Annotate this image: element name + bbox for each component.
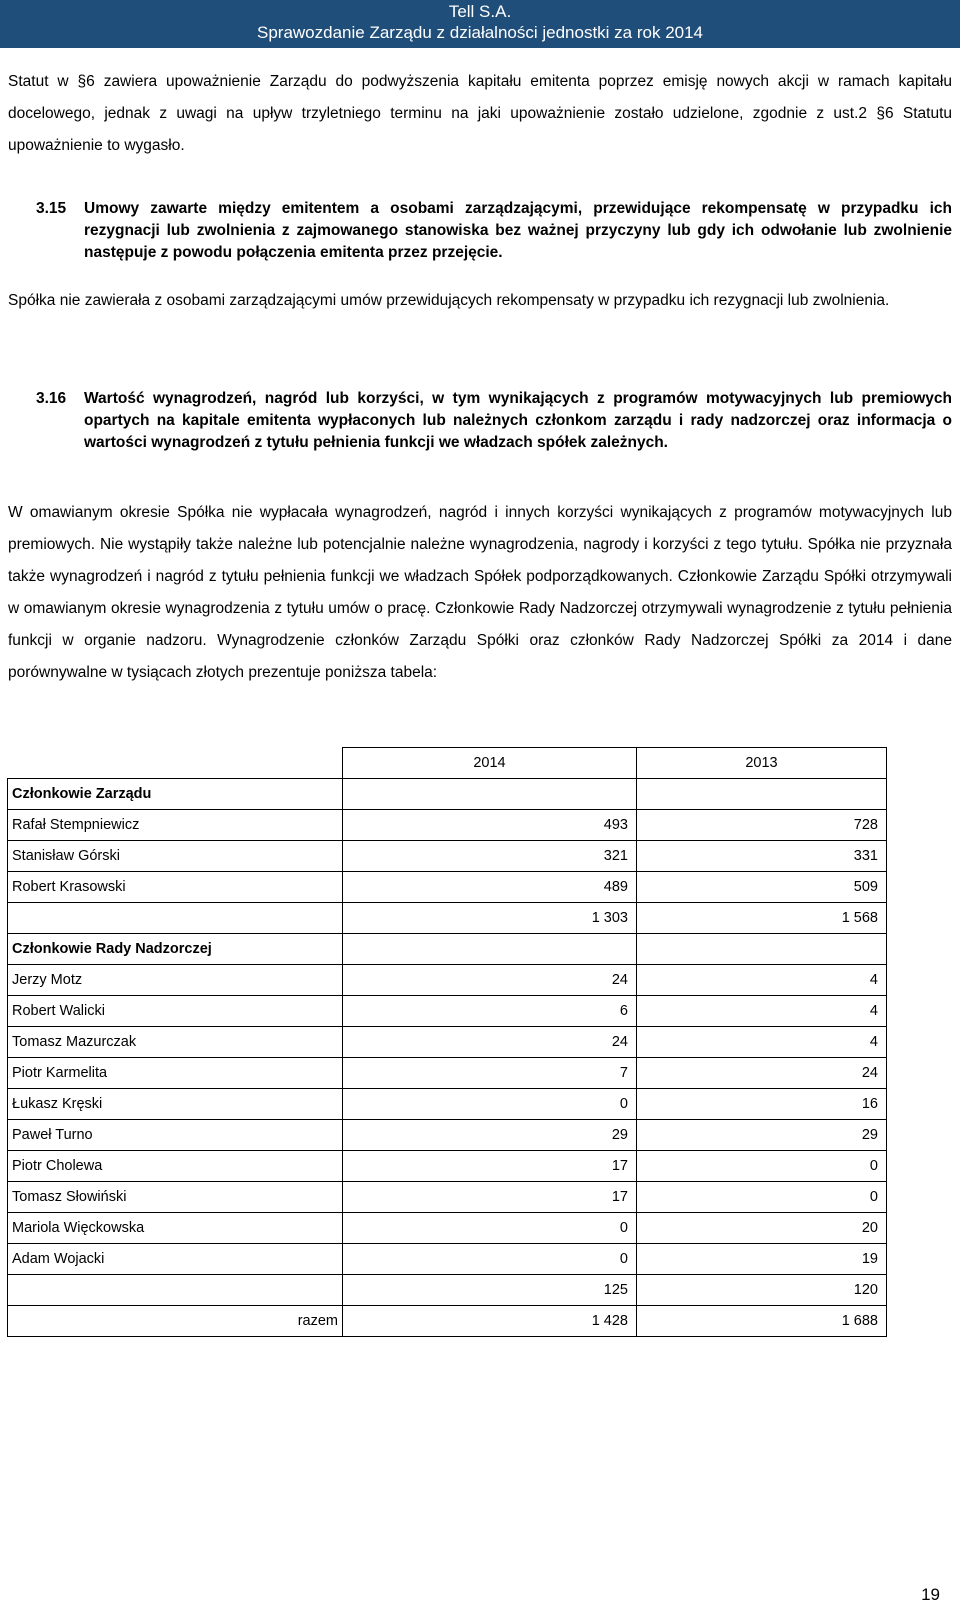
subtotal-2014: 125 [343, 1275, 637, 1306]
table-row [8, 1151, 887, 1182]
group-label-row [8, 779, 887, 810]
value-2013: 16 [637, 1089, 887, 1120]
section-number: 3.15 [36, 200, 67, 217]
section-3-16-heading [8, 388, 952, 454]
value-2013: 0 [637, 1182, 887, 1213]
subtotal-2014: 1 303 [343, 903, 637, 934]
section-number: 3.16 [36, 390, 67, 407]
group-label-row [8, 934, 887, 965]
section-3-15-heading [8, 198, 952, 264]
table-row [8, 1244, 887, 1275]
member-name: Piotr Karmelita [8, 1058, 343, 1089]
intro-paragraph: Statut w §6 zawiera upoważnienie Zarządu do podwyższenia kapitału emitenta poprzez emisję nowych akcji w ramach kapitału docelowego, jednak z uwagi na upływ trzyletniego terminu na jaki upoważnienie zostało udzielone, zgodnie z ust.2 §6 Statutu upoważnienie to wygasło. [8, 73, 952, 154]
value-2013: 4 [637, 1027, 887, 1058]
member-name: Robert Walicki [8, 996, 343, 1027]
member-name: Rafał Stempniewicz [8, 810, 343, 841]
section-title: Umowy zawarte między emitentem a osobami zarządzającymi, przewidujące rekompensatę w przypadku ich rezygnacji lub zwolnienia z zajmowanego stanowiska bez ważnej przyczyny lub gdy ich odwołanie lub zwolnienie następuje z powodu połączenia emitenta przez przejęcie. [84, 200, 952, 261]
total-label: razem [8, 1306, 343, 1337]
value-2013: 728 [637, 810, 887, 841]
section-3-16-body: W omawianym okresie Spółka nie wypłacała wynagrodzeń, nagród i innych korzyści wynikających z programów motywacyjnych lub premiowych. Nie wystąpiły także należne lub potencjalnie należne wynagrodzenia, nagrody i korzyści z tego tytułu. Spółka nie przyznała także wynagrodzeń i nagród z tytułu pełnienia funkcji we władzach Spółek podporządkowanych. Członkowie Zarządu Spółki otrzymywali w omawianym okresie wynagrodzenia z tytułu umów o pracę. Członkowie Rady Nadzorczej otrzymywali wynagrodzenie z tytułu pełnienia funkcji w organie nadzoru. Wynagrodzenie członków Zarządu Spółki oraz członków Rady Nadzorczej Spółki za 2014 i dane porównywalne w tysiącach złotych prezentuje poniższa tabela: [8, 504, 952, 681]
value-2013: 331 [637, 841, 887, 872]
value-2013: 509 [637, 872, 887, 903]
value-2013: 4 [637, 965, 887, 996]
empty-cell [8, 903, 343, 934]
group-label: Członkowie Rady Nadzorczej [8, 934, 343, 965]
empty-cell [637, 779, 887, 810]
value-2014: 29 [343, 1120, 637, 1151]
table-row [8, 841, 887, 872]
member-name: Tomasz Słowiński [8, 1182, 343, 1213]
table-row [8, 810, 887, 841]
value-2014: 24 [343, 1027, 637, 1058]
section-title: Wartość wynagrodzeń, nagród lub korzyści, w tym wynikających z programów motywacyjnych lub premiowych opartych na kapitale emitenta wypłaconych lub należnych członkom zarządu i rady nadzorczej oraz informacja o wartości wynagrodzeń z tytułu pełnienia funkcji we władzach spółek zależnych. [84, 390, 952, 451]
value-2014: 489 [343, 872, 637, 903]
value-2014: 0 [343, 1089, 637, 1120]
empty-cell [8, 1275, 343, 1306]
table-row [8, 1120, 887, 1151]
report-title: Sprawozdanie Zarządu z działalności jednostki za rok 2014 [256, 23, 704, 42]
table-row [8, 1058, 887, 1089]
subtotal-2013: 1 568 [637, 903, 887, 934]
empty-cell [637, 934, 887, 965]
value-2014: 17 [343, 1151, 637, 1182]
value-2013: 4 [637, 996, 887, 1027]
member-name: Tomasz Mazurczak [8, 1027, 343, 1058]
member-name: Piotr Cholewa [8, 1151, 343, 1182]
column-header-2013: 2013 [637, 748, 887, 779]
value-2014: 321 [343, 841, 637, 872]
member-name: Łukasz Kręski [8, 1089, 343, 1120]
table-header-row [8, 748, 887, 779]
remuneration-table [7, 747, 887, 1337]
table-row [8, 1089, 887, 1120]
empty-cell [343, 934, 637, 965]
value-2013: 29 [637, 1120, 887, 1151]
subtotal-2013: 120 [637, 1275, 887, 1306]
value-2014: 24 [343, 965, 637, 996]
value-2014: 6 [343, 996, 637, 1027]
member-name: Adam Wojacki [8, 1244, 343, 1275]
member-name: Paweł Turno [8, 1120, 343, 1151]
value-2014: 17 [343, 1182, 637, 1213]
member-name: Jerzy Motz [8, 965, 343, 996]
table-row [8, 965, 887, 996]
value-2014: 493 [343, 810, 637, 841]
member-name: Mariola Więckowska [8, 1213, 343, 1244]
value-2014: 0 [343, 1244, 637, 1275]
value-2014: 7 [343, 1058, 637, 1089]
empty-cell [8, 748, 343, 779]
value-2013: 20 [637, 1213, 887, 1244]
grand-total-row [8, 1306, 887, 1337]
table-row [8, 996, 887, 1027]
table-row [8, 1213, 887, 1244]
column-header-2014: 2014 [343, 748, 637, 779]
value-2014: 0 [343, 1213, 637, 1244]
company-name: Tell S.A. [448, 2, 512, 21]
value-2013: 19 [637, 1244, 887, 1275]
value-2013: 24 [637, 1058, 887, 1089]
empty-cell [343, 779, 637, 810]
group-label: Członkowie Zarządu [8, 779, 343, 810]
total-2013: 1 688 [637, 1306, 887, 1337]
subtotal-row [8, 903, 887, 934]
section-3-15-body: Spółka nie zawierała z osobami zarządzającymi umów przewidujących rekompensaty w przypadku ich rezygnacji lub zwolnienia. [8, 292, 890, 309]
member-name: Robert Krasowski [8, 872, 343, 903]
page-number: 19 [921, 1585, 940, 1604]
value-2013: 0 [637, 1151, 887, 1182]
subtotal-row [8, 1275, 887, 1306]
document-header [0, 0, 960, 48]
table-row [8, 1182, 887, 1213]
member-name: Stanisław Górski [8, 841, 343, 872]
total-2014: 1 428 [343, 1306, 637, 1337]
table-row [8, 872, 887, 903]
table-row [8, 1027, 887, 1058]
